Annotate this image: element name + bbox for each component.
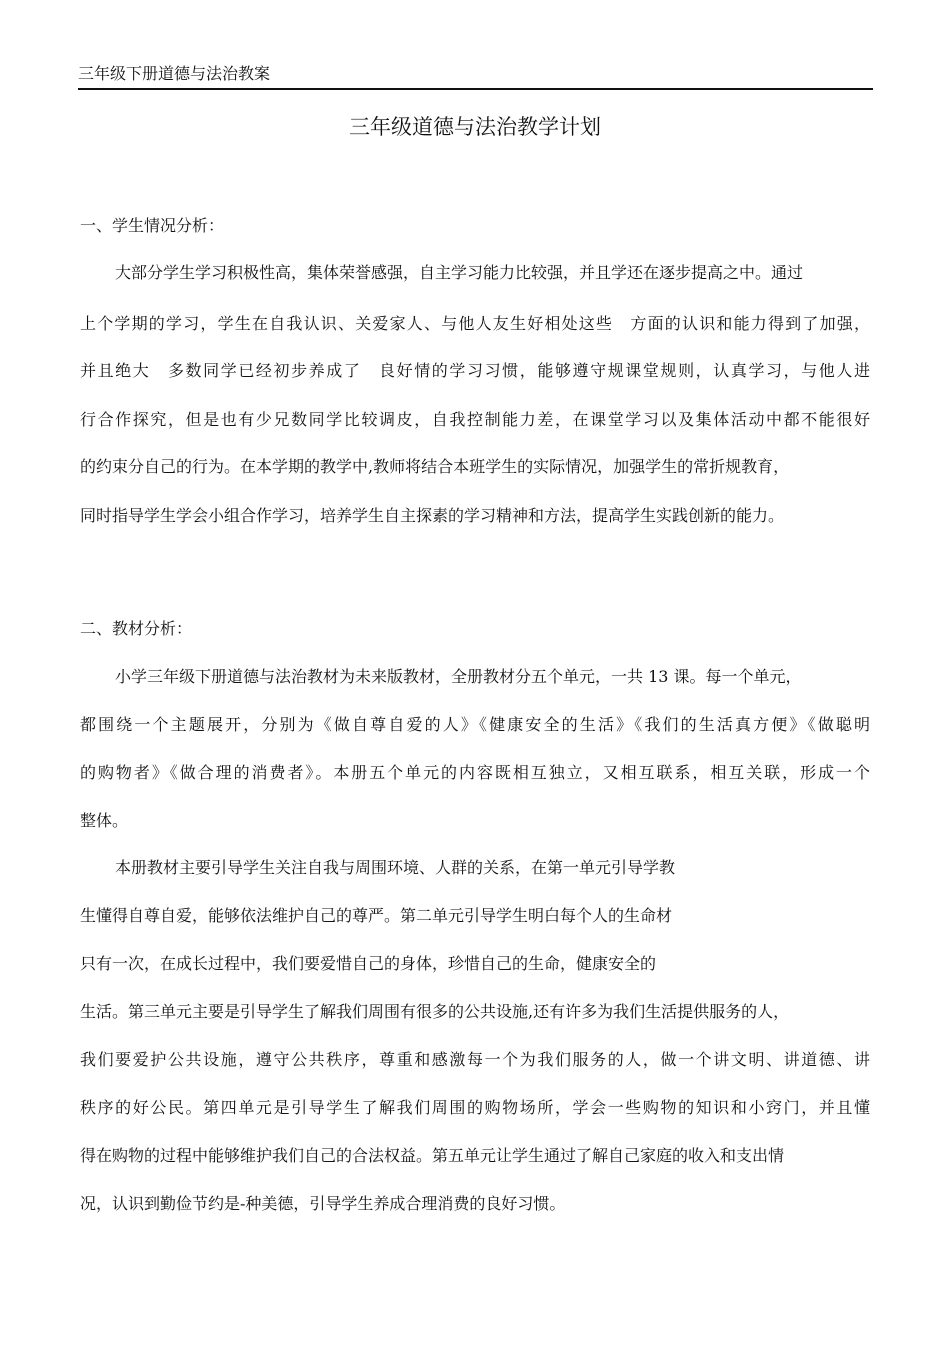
paragraph-line: 整体。 xyxy=(80,811,129,830)
paragraph-line: 都围绕一个主题展开，分别为《做自尊自爱的人》《健康安全的生活》《我们的生活真方便》《做聪明 xyxy=(80,715,870,734)
paragraph-line: 生活。第三单元主要是引导学生了解我们周围有很多的公共设施,还有许多为我们生活提供服务的人， xyxy=(80,1002,790,1021)
paragraph-line: 同时指导学生学会小组合作学习，培养学生自主探素的学习精神和方法，提高学生实践创新的能力。 xyxy=(80,506,785,525)
paragraph-line: 上个学期的学习，学生在自我认识、关爱家人、与他人友生好相处这些 方面的认识和能力得到了加强， xyxy=(80,314,870,333)
paragraph-line: 的购物者》《做合理的消费者》。本册五个单元的内容既相互独立，又相互联系，相互关联，形成一个 xyxy=(80,763,870,782)
paragraph-line: 得在购物的过程中能够维护我们自己的合法权益。第五单元让学生通过了解自己家庭的收入和支出情 xyxy=(80,1146,785,1165)
paragraph-line: 本册教材主要引导学生关注自我与周围环境、人群的关系，在第一单元引导学教 xyxy=(115,858,676,877)
paragraph-line: 生懂得自尊自爱，能够依法维护自己的尊严。第二单元引导学生明白每个人的生命材 xyxy=(80,906,673,925)
header-text: 三年级下册道德与法治教案 xyxy=(78,64,271,83)
document-title: 三年级道德与法治教学计划 xyxy=(349,115,601,139)
section-heading-textbook-analysis: 二、教材分析： xyxy=(80,619,193,638)
paragraph-line: 行合作探究，但是也有少兄数同学比较调皮，自我控制能力差，在课堂学习以及集体活动中都不能很好 xyxy=(80,410,870,429)
paragraph-line: 我们要爱护公共设施，遵守公共秩序，尊重和感激每一个为我们服务的人，做一个讲文明、讲道德、讲 xyxy=(80,1050,870,1069)
paragraph-line: 大部分学生学习积极性高，集体荣誉感强，自主学习能力比较强，并且学还在逐步提高之中。通过 xyxy=(115,263,804,282)
paragraph-line: 只有一次，在成长过程中，我们要爱惜自己的身体，珍惜自己的生命，健康安全的 xyxy=(80,954,657,973)
section-heading-student-analysis: 一、学生情况分析： xyxy=(80,216,225,235)
paragraph-line: 的约束分自己的行为。在本学期的教学中,教师将结合本班学生的实际情况，加强学生的常折规教育， xyxy=(80,457,790,476)
page-header xyxy=(78,63,873,90)
paragraph-line: 秩序的好公民。第四单元是引导学生了解我们周围的购物场所，学会一些购物的知识和小窍门，并且懂 xyxy=(80,1098,870,1117)
paragraph-line: 并且绝大 多数同学已经初步养成了 良好情的学习习惯，能够遵守规课堂规则，认真学习，与他人进 xyxy=(80,361,870,380)
paragraph-line: 小学三年级下册道德与法治教材为未来版教材，全册教材分五个单元，一共 13 课。每一个单元， xyxy=(115,667,802,686)
paragraph-line: 况，认识到勤俭节约是-种美德，引导学生养成合理消费的良好习惯。 xyxy=(80,1194,566,1213)
